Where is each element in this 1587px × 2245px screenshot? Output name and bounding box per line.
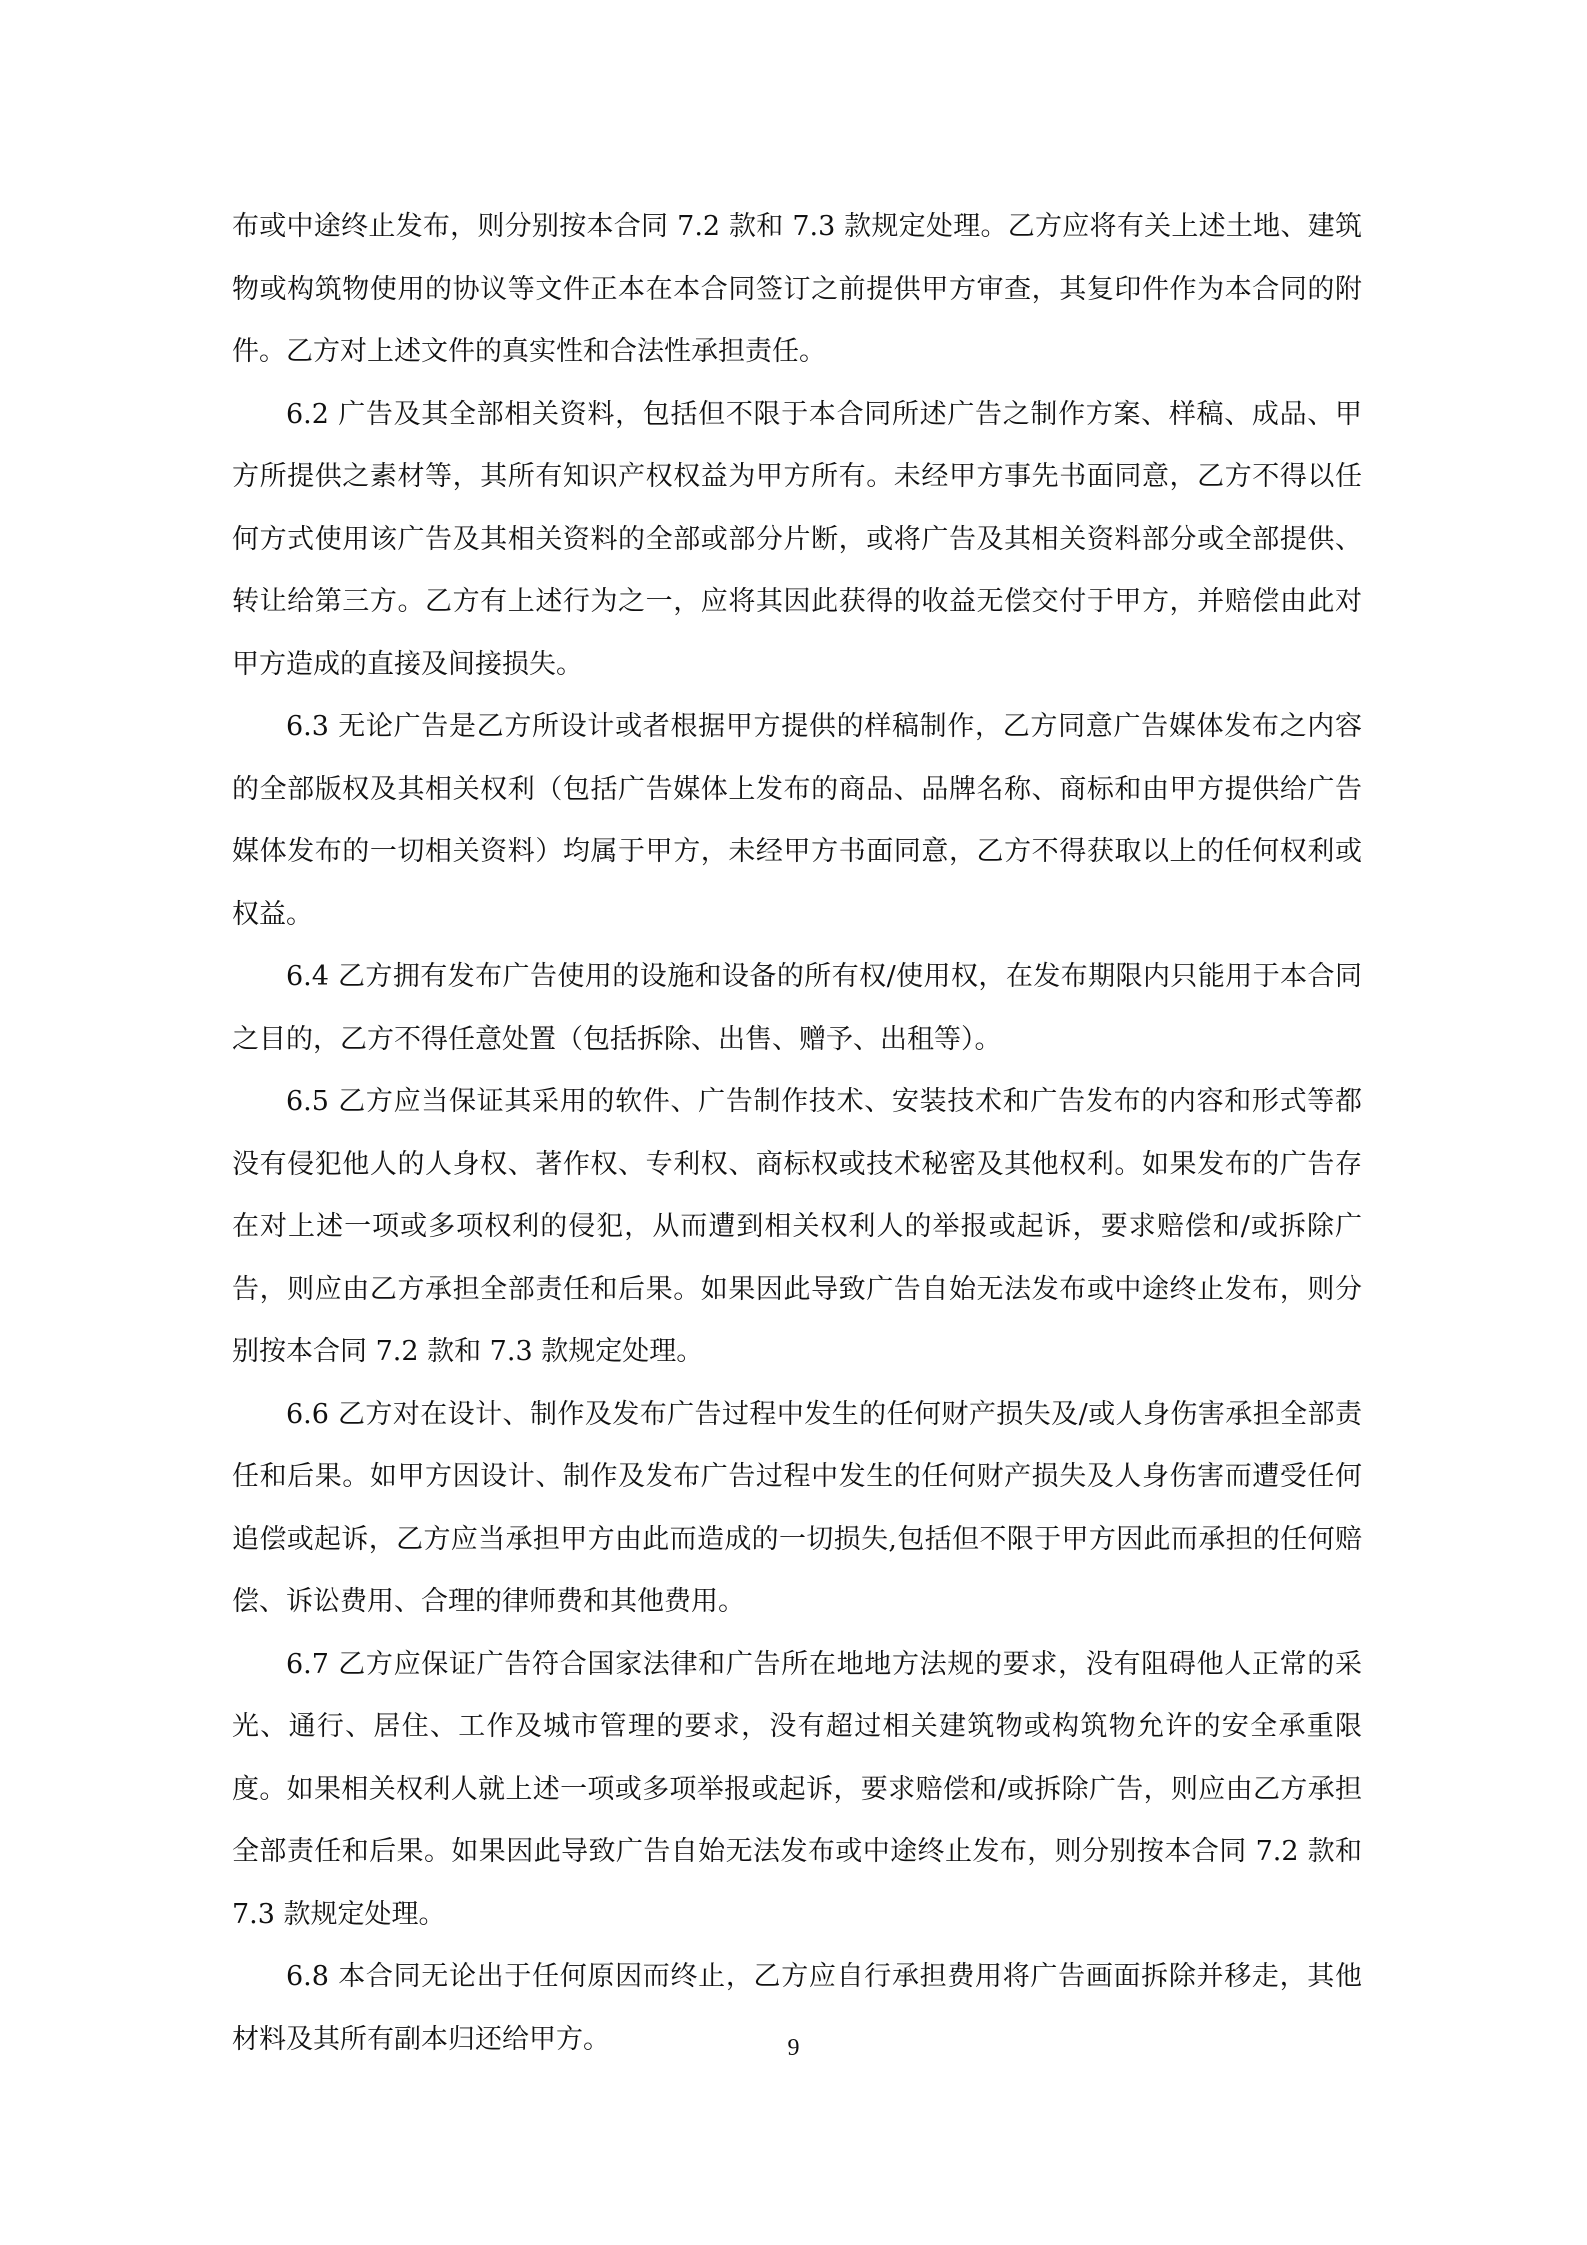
clause-6-8: 6.8 本合同无论出于任何原因而终止，乙方应自行承担费用将广告画面拆除并移走，其他材料及其所有副本归还给甲方。: [232, 1961, 1362, 2055]
clause-6-5: 6.5 乙方应当保证其采用的软件、广告制作技术、安装技术和广告发布的内容和形式等都没有侵犯他人的人身权、著作权、专利权、商标权或技术秘密及其他权利。如果发布的广告存在对上述一项或多项权利的侵犯，从而遭到相关权利人的举报或起诉，要求赔偿和/或拆除广告，则应由乙方承担全部责任和后果。如果因此导致广告自始无法发布或中途终止发布，则分别按本合同 7.2 款和 7.3 款规定处理。: [232, 1086, 1362, 1367]
paragraph-continuation: 布或中途终止发布，则分别按本合同 7.2 款和 7.3 款规定处理。乙方应将有关上述土地、建筑物或构筑物使用的协议等文件正本在本合同签订之前提供甲方审查，其复印件作为本合同的附件。乙方对上述文件的真实性和合法性承担责任。: [232, 211, 1362, 367]
contract-body: [232, 196, 1362, 2071]
page-number: 9: [787, 2035, 800, 2061]
clause-6-3: 6.3 无论广告是乙方所设计或者根据甲方提供的样稿制作，乙方同意广告媒体发布之内容的全部版权及其相关权利（包括广告媒体上发布的商品、品牌名称、商标和由甲方提供给广告媒体发布的一切相关资料）均属于甲方，未经甲方书面同意，乙方不得获取以上的任何权利或权益。: [232, 711, 1362, 930]
clause-6-7: 6.7 乙方应保证广告符合国家法律和广告所在地地方法规的要求，没有阻碍他人正常的采光、通行、居住、工作及城市管理的要求，没有超过相关建筑物或构筑物允许的安全承重限度。如果相关权利人就上述一项或多项举报或起诉，要求赔偿和/或拆除广告，则应由乙方承担全部责任和后果。如果因此导致广告自始无法发布或中途终止发布，则分别按本合同 7.2 款和 7.3 款规定处理。: [232, 1648, 1362, 1930]
clause-6-4: 6.4 乙方拥有发布广告使用的设施和设备的所有权/使用权，在发布期限内只能用于本合同之目的，乙方不得任意处置（包括拆除、出售、赠予、出租等）。: [232, 961, 1362, 1055]
clause-6-2: 6.2 广告及其全部相关资料，包括但不限于本合同所述广告之制作方案、样稿、成品、甲方所提供之素材等，其所有知识产权权益为甲方所有。未经甲方事先书面同意，乙方不得以任何方式使用该广告及其相关资料的全部或部分片断，或将广告及其相关资料部分或全部提供、转让给第三方。乙方有上述行为之一，应将其因此获得的收益无偿交付于甲方，并赔偿由此对甲方造成的直接及间接损失。: [232, 398, 1362, 680]
clause-6-6: 6.6 乙方对在设计、制作及发布广告过程中发生的任何财产损失及/或人身伤害承担全部责任和后果。如甲方因设计、制作及发布广告过程中发生的任何财产损失及人身伤害而遭受任何追偿或起诉，乙方应当承担甲方由此而造成的一切损失,包括但不限于甲方因此而承担的任何赔偿、诉讼费用、合理的律师费和其他费用。: [232, 1398, 1362, 1617]
